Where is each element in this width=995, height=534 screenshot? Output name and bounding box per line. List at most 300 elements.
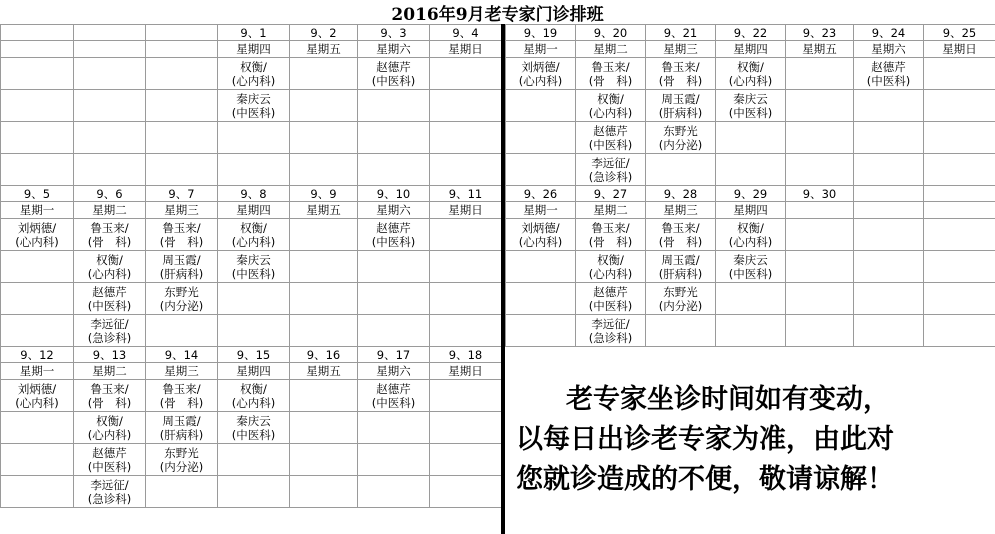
notice-line-3: 您就诊造成的不便，敬请谅解！ [516, 464, 894, 495]
weekday-cell: 星期六 [358, 41, 430, 58]
doctor-cell [430, 315, 502, 347]
doctor-cell [506, 154, 576, 186]
weekday-cell: 星期六 [358, 202, 430, 219]
doctor-cell [218, 219, 290, 251]
doctor-cell [854, 251, 924, 283]
date-cell: 9、13 [74, 347, 146, 363]
date-cell [1, 25, 74, 41]
doctor-cell [290, 380, 358, 412]
doctor-cell [146, 58, 218, 90]
doctor-name: 秦庆云 [236, 91, 271, 106]
doctor-name: 东野光 [663, 284, 698, 299]
doctor-cell [1, 58, 74, 90]
doctor-cell [716, 251, 786, 283]
department-name: (内分泌) [658, 137, 703, 152]
slot-row [506, 283, 995, 315]
department-name: (心内科) [231, 234, 276, 249]
date-cell: 9、12 [1, 347, 74, 363]
doctor-cell [430, 58, 502, 90]
date-cell: 9、21 [646, 25, 716, 41]
doctor-cell [74, 412, 146, 444]
doctor-name: 权衡/ [240, 381, 267, 396]
department-name: (骨 科) [658, 73, 703, 88]
weekday-cell: 星期日 [430, 202, 502, 219]
date-cell: 9、18 [430, 347, 502, 363]
department-name: (心内科) [588, 105, 633, 120]
doctor-cell [290, 58, 358, 90]
doctor-cell [576, 90, 646, 122]
doctor-name: 权衡/ [737, 59, 764, 74]
doctor-cell [218, 122, 290, 154]
weekday-cell: 星期二 [74, 202, 146, 219]
department-name: (中医科) [231, 427, 276, 442]
doctor-name: 刘炳德/ [521, 59, 560, 74]
weekday-row [1, 41, 502, 58]
date-row [1, 25, 502, 41]
doctor-cell [1, 122, 74, 154]
slot-row [506, 58, 995, 90]
doctor-name: 李远征/ [90, 477, 129, 492]
doctor-cell [358, 283, 430, 315]
date-cell: 9、15 [218, 347, 290, 363]
department-name: (中医科) [371, 234, 416, 249]
doctor-cell [218, 315, 290, 347]
date-cell [74, 25, 146, 41]
doctor-cell [430, 90, 502, 122]
doctor-cell [74, 122, 146, 154]
doctor-cell [146, 380, 218, 412]
date-cell: 9、2 [290, 25, 358, 41]
doctor-cell [576, 154, 646, 186]
weekday-cell: 星期四 [218, 363, 290, 380]
weekday-cell [854, 202, 924, 219]
department-name: (骨 科) [658, 234, 703, 249]
weekday-cell [1, 41, 74, 58]
date-cell: 9、28 [646, 186, 716, 202]
doctor-cell [716, 315, 786, 347]
doctor-cell [218, 283, 290, 315]
doctor-name: 鲁玉来/ [661, 220, 700, 235]
slot-row [1, 412, 502, 444]
doctor-name: 权衡/ [597, 91, 624, 106]
weekday-row [506, 41, 995, 58]
doctor-cell [430, 412, 502, 444]
doctor-name: 赵德芹 [376, 220, 411, 235]
doctor-cell [924, 283, 995, 315]
doctor-cell [290, 412, 358, 444]
weekday-cell: 星期一 [506, 41, 576, 58]
doctor-name: 秦庆云 [733, 91, 768, 106]
department-name: (中医科) [87, 298, 132, 313]
department-name: (中医科) [866, 73, 911, 88]
date-cell: 9、24 [854, 25, 924, 41]
weekday-cell: 星期二 [576, 41, 646, 58]
weekday-cell: 星期三 [146, 363, 218, 380]
weekday-cell: 星期四 [716, 41, 786, 58]
doctor-cell [924, 58, 995, 90]
slot-row [506, 315, 995, 347]
slot-row [1, 251, 502, 283]
date-cell: 9、11 [430, 186, 502, 202]
slot-row [1, 154, 502, 186]
department-name: (中医科) [87, 459, 132, 474]
doctor-cell [786, 122, 854, 154]
doctor-cell [646, 315, 716, 347]
doctor-cell [854, 219, 924, 251]
doctor-cell [576, 251, 646, 283]
date-cell: 9、30 [786, 186, 854, 202]
doctor-cell [290, 154, 358, 186]
weekday-row [506, 202, 995, 219]
slot-row [506, 251, 995, 283]
slot-row [506, 219, 995, 251]
doctor-cell [218, 154, 290, 186]
doctor-cell [924, 154, 995, 186]
weekday-row [1, 202, 502, 219]
doctor-cell [146, 219, 218, 251]
doctor-name: 鲁玉来/ [591, 59, 630, 74]
doctor-name: 周玉霞/ [162, 413, 201, 428]
date-cell [146, 25, 218, 41]
doctor-cell [646, 122, 716, 154]
doctor-name: 权衡/ [240, 220, 267, 235]
doctor-cell [146, 283, 218, 315]
doctor-cell [74, 251, 146, 283]
date-cell: 9、16 [290, 347, 358, 363]
date-cell: 9、29 [716, 186, 786, 202]
doctor-name: 秦庆云 [236, 413, 271, 428]
department-name: (心内科) [518, 234, 563, 249]
doctor-cell [716, 219, 786, 251]
doctor-cell [146, 90, 218, 122]
doctor-cell [1, 90, 74, 122]
doctor-cell [218, 251, 290, 283]
doctor-cell [1, 444, 74, 476]
doctor-cell [74, 476, 146, 508]
department-name: (心内科) [728, 234, 773, 249]
schedule-grid-left [0, 24, 502, 508]
department-name: (中医科) [371, 395, 416, 410]
date-cell: 9、14 [146, 347, 218, 363]
doctor-cell [218, 90, 290, 122]
doctor-cell [146, 476, 218, 508]
weekday-cell: 星期一 [506, 202, 576, 219]
doctor-cell [854, 283, 924, 315]
doctor-cell [1, 315, 74, 347]
weekday-cell [74, 41, 146, 58]
department-name: (骨 科) [588, 73, 633, 88]
department-name: (心内科) [231, 395, 276, 410]
weekday-cell: 星期四 [218, 202, 290, 219]
doctor-name: 刘炳德/ [521, 220, 560, 235]
date-row [1, 347, 502, 363]
doctor-cell [786, 219, 854, 251]
weekday-cell [924, 202, 995, 219]
weekday-cell [786, 202, 854, 219]
department-name: (中医科) [588, 137, 633, 152]
weekday-cell: 星期一 [1, 363, 74, 380]
doctor-cell [430, 444, 502, 476]
doctor-cell [430, 476, 502, 508]
doctor-cell [646, 154, 716, 186]
date-cell [854, 186, 924, 202]
doctor-cell [1, 412, 74, 444]
doctor-name: 赵德芹 [376, 59, 411, 74]
doctor-name: 赵德芹 [92, 445, 127, 460]
doctor-cell [74, 154, 146, 186]
doctor-cell [290, 315, 358, 347]
date-cell: 9、20 [576, 25, 646, 41]
schedule-grid-right [505, 24, 995, 347]
department-name: (心内科) [518, 73, 563, 88]
doctor-cell [646, 90, 716, 122]
doctor-cell [146, 315, 218, 347]
doctor-name: 赵德芹 [871, 59, 906, 74]
doctor-cell [358, 444, 430, 476]
department-name: (内分泌) [159, 459, 204, 474]
department-name: (肝病科) [159, 266, 204, 281]
slot-row [1, 90, 502, 122]
doctor-cell [646, 251, 716, 283]
weekday-row [1, 363, 502, 380]
slot-row [1, 283, 502, 315]
weekday-cell [146, 41, 218, 58]
department-name: (心内科) [588, 266, 633, 281]
doctor-name: 权衡/ [240, 59, 267, 74]
doctor-cell [854, 154, 924, 186]
doctor-cell [786, 315, 854, 347]
doctor-cell [1, 283, 74, 315]
department-name: (中医科) [371, 73, 416, 88]
doctor-cell [1, 219, 74, 251]
weekday-cell: 星期五 [290, 41, 358, 58]
doctor-cell [786, 251, 854, 283]
department-name: (骨 科) [159, 234, 204, 249]
doctor-cell [576, 315, 646, 347]
date-cell: 9、6 [74, 186, 146, 202]
doctor-cell [506, 219, 576, 251]
doctor-cell [146, 122, 218, 154]
notice-line-2: 以每日出诊老专家为准，由此对 [516, 424, 894, 455]
doctor-name: 赵德芹 [92, 284, 127, 299]
doctor-cell [646, 283, 716, 315]
doctor-cell [716, 283, 786, 315]
department-name: (心内科) [231, 73, 276, 88]
department-name: (肝病科) [658, 105, 703, 120]
doctor-cell [358, 476, 430, 508]
doctor-name: 秦庆云 [236, 252, 271, 267]
doctor-name: 赵德芹 [376, 381, 411, 396]
department-name: (急诊科) [588, 169, 633, 184]
doctor-name: 周玉霞/ [661, 91, 700, 106]
doctor-cell [430, 122, 502, 154]
doctor-cell [854, 122, 924, 154]
doctor-cell [1, 154, 74, 186]
doctor-name: 鲁玉来/ [661, 59, 700, 74]
slot-row [1, 476, 502, 508]
doctor-cell [430, 154, 502, 186]
weekday-cell: 星期日 [430, 41, 502, 58]
weekday-cell: 星期三 [146, 202, 218, 219]
doctor-name: 鲁玉来/ [591, 220, 630, 235]
doctor-cell [146, 154, 218, 186]
department-name: (心内科) [15, 395, 59, 410]
department-name: (肝病科) [658, 266, 703, 281]
doctor-cell [924, 90, 995, 122]
date-cell: 9、7 [146, 186, 218, 202]
doctor-cell [358, 219, 430, 251]
doctor-cell [146, 412, 218, 444]
doctor-name: 鲁玉来/ [162, 220, 201, 235]
doctor-cell [358, 251, 430, 283]
slot-row [1, 122, 502, 154]
date-cell: 9、19 [506, 25, 576, 41]
department-name: (骨 科) [159, 395, 204, 410]
doctor-cell [358, 58, 430, 90]
doctor-cell [74, 283, 146, 315]
doctor-cell [576, 283, 646, 315]
doctor-cell [430, 380, 502, 412]
date-cell: 9、25 [924, 25, 995, 41]
weekday-cell: 星期二 [74, 363, 146, 380]
slot-row [506, 154, 995, 186]
doctor-cell [576, 219, 646, 251]
weekday-cell: 星期四 [716, 202, 786, 219]
doctor-cell [854, 315, 924, 347]
doctor-name: 权衡/ [96, 252, 123, 267]
department-name: (中医科) [588, 298, 633, 313]
weekday-cell: 星期三 [646, 41, 716, 58]
slot-row [506, 90, 995, 122]
doctor-cell [290, 476, 358, 508]
date-row [1, 186, 502, 202]
doctor-name: 周玉霞/ [661, 252, 700, 267]
doctor-cell [506, 315, 576, 347]
doctor-name: 东野光 [663, 123, 698, 138]
doctor-name: 李远征/ [90, 316, 129, 331]
doctor-name: 东野光 [164, 445, 199, 460]
doctor-cell [358, 412, 430, 444]
doctor-cell [358, 90, 430, 122]
doctor-name: 权衡/ [737, 220, 764, 235]
department-name: (骨 科) [87, 395, 132, 410]
department-name: (内分泌) [159, 298, 204, 313]
date-cell: 9、3 [358, 25, 430, 41]
doctor-name: 刘炳德/ [17, 220, 57, 235]
doctor-cell [290, 251, 358, 283]
doctor-name: 鲁玉来/ [90, 220, 129, 235]
doctor-cell [146, 444, 218, 476]
doctor-cell [1, 476, 74, 508]
weekday-cell: 星期二 [576, 202, 646, 219]
doctor-cell [924, 315, 995, 347]
slot-row [1, 219, 502, 251]
doctor-cell [74, 58, 146, 90]
doctor-cell [290, 444, 358, 476]
date-cell: 9、10 [358, 186, 430, 202]
doctor-cell [924, 122, 995, 154]
doctor-name: 秦庆云 [733, 252, 768, 267]
doctor-cell [786, 283, 854, 315]
weekday-cell: 星期五 [290, 202, 358, 219]
doctor-name: 李远征/ [591, 155, 630, 170]
doctor-cell [924, 251, 995, 283]
doctor-cell [576, 122, 646, 154]
department-name: (心内科) [728, 73, 773, 88]
department-name: (内分泌) [658, 298, 703, 313]
date-cell: 9、1 [218, 25, 290, 41]
weekday-cell: 星期日 [924, 41, 995, 58]
doctor-cell [358, 122, 430, 154]
doctor-cell [218, 380, 290, 412]
doctor-cell [1, 251, 74, 283]
doctor-name: 权衡/ [597, 252, 624, 267]
date-cell: 9、27 [576, 186, 646, 202]
department-name: (中医科) [728, 105, 773, 120]
date-cell: 9、23 [786, 25, 854, 41]
date-row [506, 186, 995, 202]
page-title: 2016年9月老专家门诊排班 [391, 4, 604, 25]
notice-line-1: 老专家坐诊时间如有变动， [566, 384, 890, 415]
department-name: (心内科) [87, 266, 132, 281]
doctor-cell [146, 251, 218, 283]
doctor-cell [786, 58, 854, 90]
date-cell: 9、4 [430, 25, 502, 41]
department-name: (中医科) [728, 266, 773, 281]
date-cell: 9、9 [290, 186, 358, 202]
doctor-cell [218, 412, 290, 444]
department-name: (肝病科) [159, 427, 204, 442]
doctor-name: 权衡/ [96, 413, 123, 428]
date-cell: 9、26 [506, 186, 576, 202]
doctor-name: 赵德芹 [593, 123, 628, 138]
slot-row [1, 58, 502, 90]
doctor-cell [646, 219, 716, 251]
doctor-name: 周玉霞/ [162, 252, 201, 267]
doctor-cell [218, 476, 290, 508]
doctor-cell [716, 154, 786, 186]
slot-row [1, 444, 502, 476]
slot-row [1, 380, 502, 412]
department-name: (急诊科) [87, 330, 132, 345]
weekday-cell: 星期五 [290, 363, 358, 380]
doctor-cell [716, 90, 786, 122]
doctor-cell [358, 315, 430, 347]
doctor-cell [290, 122, 358, 154]
doctor-cell [290, 283, 358, 315]
department-name: (中医科) [231, 266, 276, 281]
doctor-cell [74, 315, 146, 347]
doctor-cell [646, 58, 716, 90]
date-row [506, 25, 995, 41]
doctor-name: 李远征/ [591, 316, 630, 331]
slot-row [506, 122, 995, 154]
weekday-cell: 星期六 [854, 41, 924, 58]
date-cell: 9、17 [358, 347, 430, 363]
department-name: (骨 科) [588, 234, 633, 249]
department-name: (心内科) [87, 427, 132, 442]
doctor-cell [290, 90, 358, 122]
doctor-cell [358, 154, 430, 186]
doctor-cell [430, 283, 502, 315]
doctor-cell [1, 380, 74, 412]
doctor-cell [74, 90, 146, 122]
weekday-cell: 星期一 [1, 202, 74, 219]
date-cell: 9、8 [218, 186, 290, 202]
doctor-cell [358, 380, 430, 412]
weekday-cell: 星期五 [786, 41, 854, 58]
doctor-cell [786, 154, 854, 186]
